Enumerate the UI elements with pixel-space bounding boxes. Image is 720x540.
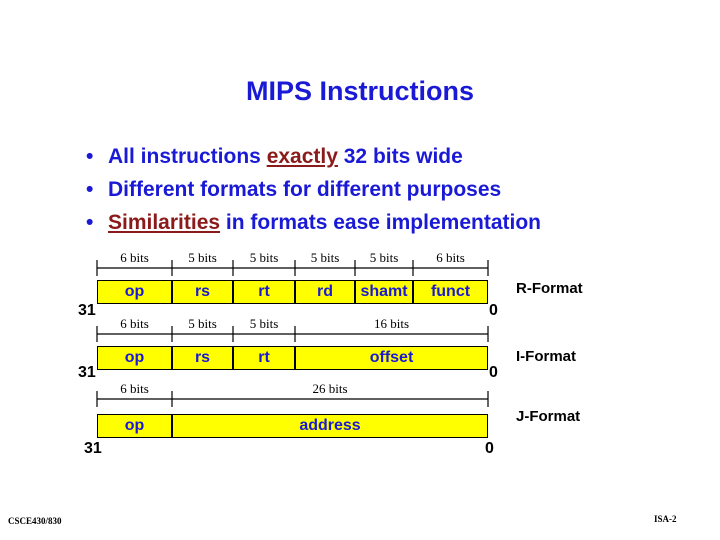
r-field-shamt [355,280,413,304]
field-label: address [299,417,361,434]
j-low-bit: 0 [485,440,494,457]
field-label: offset [369,349,414,366]
r-high-bit: 31 [78,302,96,319]
bullet-emphasis: Similarities [108,211,221,234]
footer-course: CSCE430/830 [8,516,62,526]
j-bits-label: 26 bits [312,381,348,396]
field-label: rd [317,283,333,300]
i-bits-label: 6 bits [120,316,149,331]
bullet-text: in formats ease implementation [220,211,541,234]
r-bits-label: 6 bits [120,250,149,265]
field-label: op [124,417,145,434]
i-field-op [97,346,172,370]
bullet-text: Different formats for different purposes [108,178,502,201]
i-bits-label: 5 bits [188,316,217,331]
field-label: op [124,349,145,366]
r-format-label: R-Format [516,280,583,297]
r-bits-label: 5 bits [249,250,279,265]
r-bits-label: 5 bits [369,250,399,265]
field-label: funct [430,283,471,300]
r-low-bit: 0 [489,302,498,319]
r-bits-label: 5 bits [310,250,340,265]
i-field-rt [233,346,295,370]
r-field-funct [413,280,488,304]
j-high-bit: 31 [84,440,102,457]
r-bits-label: 6 bits [436,250,465,265]
r-field-rs [172,280,233,304]
i-bits-label: 16 bits [373,316,410,331]
r-bits-label: 5 bits [188,250,217,265]
slide-title: MIPS Instructions [245,76,475,106]
bullet-text: All instructions [108,145,267,168]
j-field-op [97,414,172,438]
bullet-marker: • [86,211,94,234]
r-field-op [97,280,172,304]
field-label: rt [258,349,270,366]
i-field-offset [295,346,488,370]
i-field-rs [172,346,233,370]
bullet-text: 32 bits wide [337,145,463,168]
field-label: rs [194,349,211,366]
r-field-rt [233,280,295,304]
i-format-label: I-Format [516,348,576,365]
j-format-label: J-Format [516,408,581,425]
bullet-emphasis: exactly [266,145,338,168]
i-low-bit: 0 [489,364,498,381]
field-label: rt [258,283,270,300]
j-field-address [172,414,488,438]
field-label: op [124,283,145,300]
i-high-bit: 31 [78,364,96,381]
bullet-marker: • [86,178,94,201]
bullet-marker: • [86,145,94,168]
footer-slide-number: ISA-2 [654,514,677,524]
r-field-rd [295,280,355,304]
field-label: shamt [360,283,408,300]
i-bits-label: 5 bits [249,316,279,331]
field-label: rs [194,283,211,300]
j-bits-label: 6 bits [120,381,149,396]
